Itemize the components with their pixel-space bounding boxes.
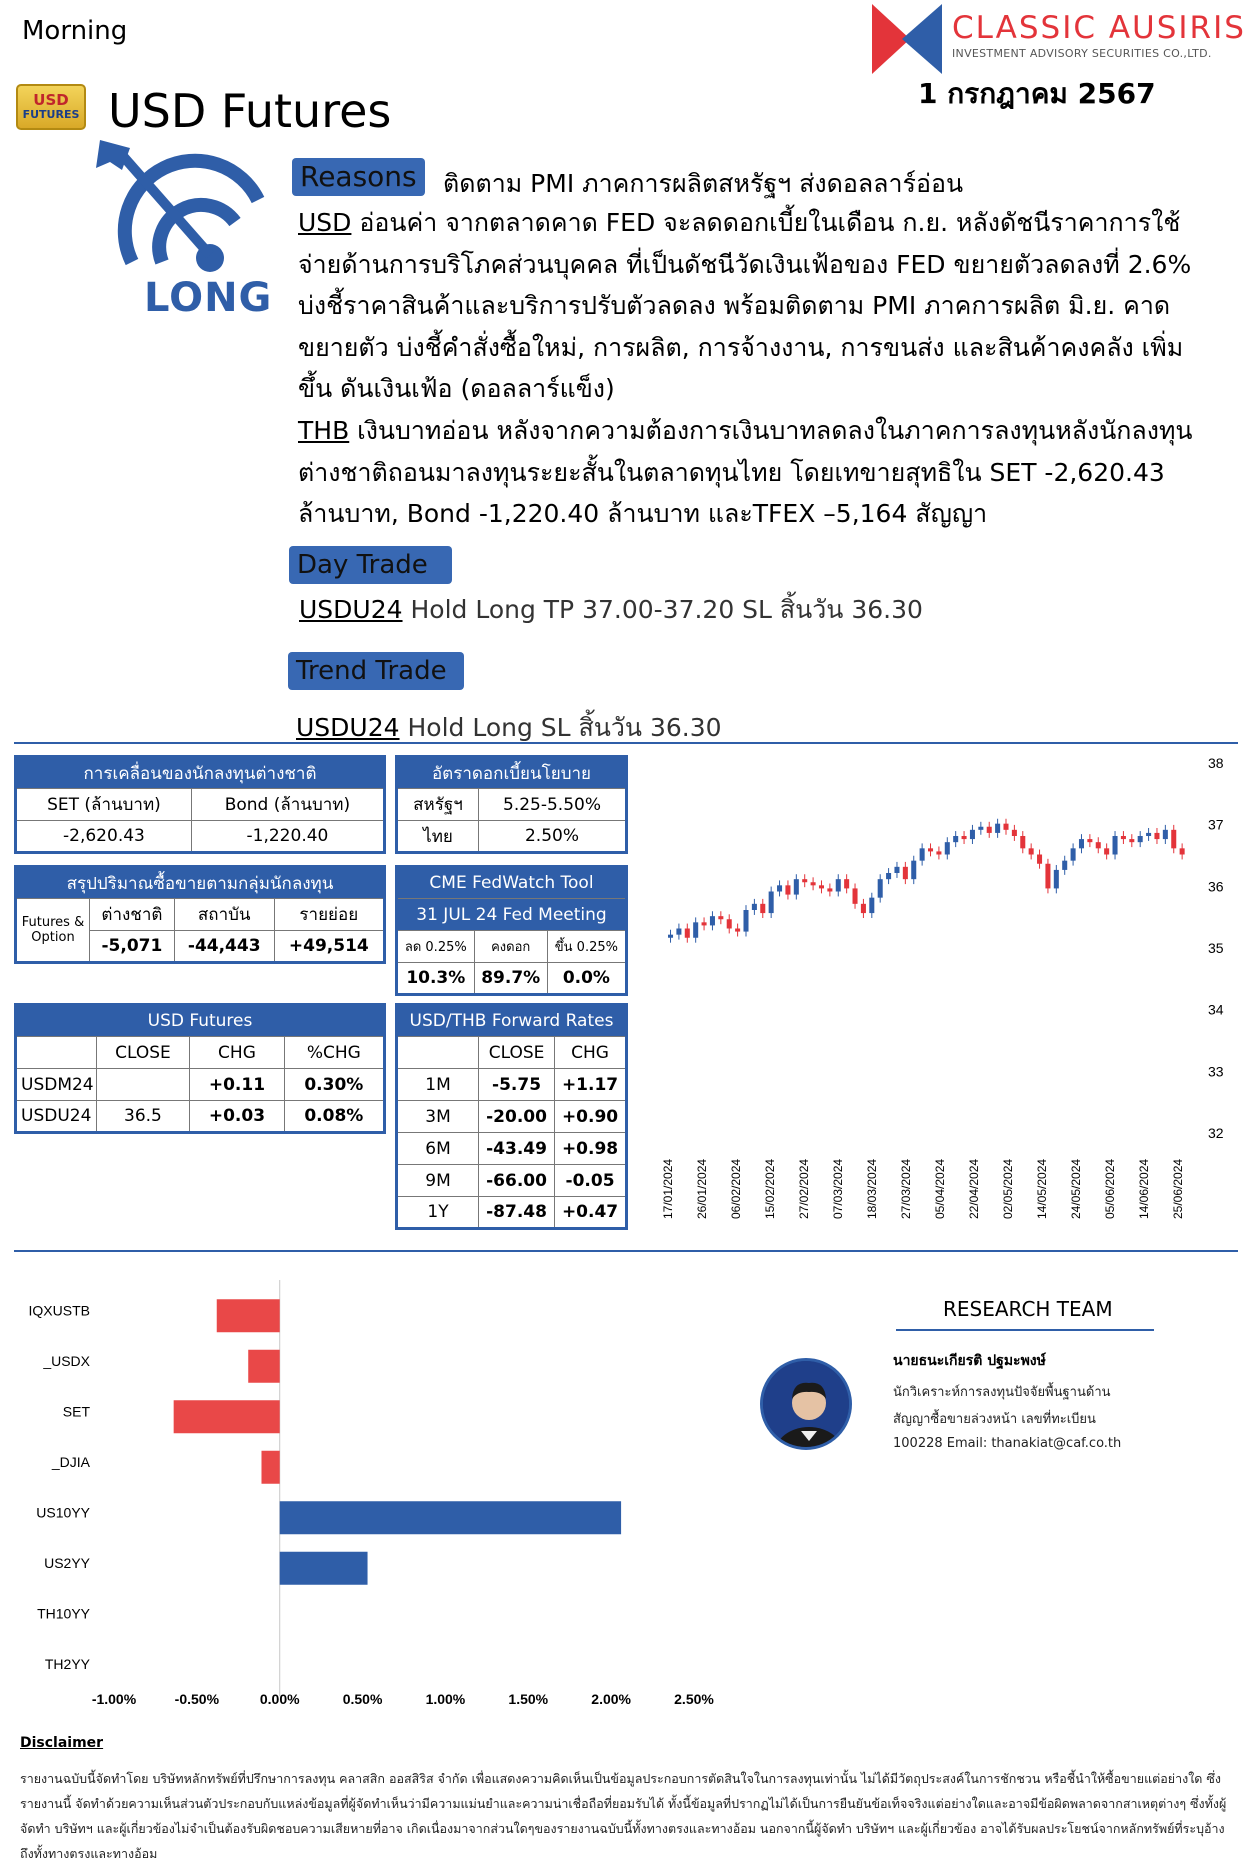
y-tick-label: 35 [1208,940,1224,956]
candle [1037,855,1042,864]
candle [1020,836,1025,848]
candle [1062,861,1067,870]
x-tick-label: 14/06/2024 [1137,1158,1151,1219]
policy-rate: 5.25-5.50% [479,789,627,821]
retail-value: +49,514 [274,931,384,963]
policy-rate-table [395,755,628,854]
candle [995,824,1000,833]
investor-volume-table [14,865,386,964]
tenor: 3M [397,1101,479,1133]
candle [685,929,690,938]
candle [861,904,866,913]
analyst-photo-icon [763,1361,852,1450]
y-tick-label: 34 [1208,1001,1224,1018]
candle [970,830,975,839]
fedwatch-table [395,865,628,996]
x-tick-label: 2.00% [591,1691,631,1707]
category-label: _DJIA [51,1453,90,1470]
futures-pct-header: %CHG [284,1037,384,1069]
x-tick-label: 0.50% [342,1691,383,1707]
forward-close: -20.00 [479,1101,555,1133]
futures-chg: +0.11 [190,1069,284,1101]
analyst-role-2: สัญญาซื้อขายล่วงหน้า เลขที่ทะเบียน [893,1412,1096,1427]
row-label-1: Futures & [21,915,85,930]
forward-rates-table [395,1003,628,1230]
candle [911,861,916,880]
candle [1054,870,1059,888]
y-tick-label: 37 [1208,816,1224,833]
forward-chg: -0.05 [555,1165,627,1197]
candle [769,892,774,914]
x-tick-label: 06/02/2024 [729,1158,743,1219]
candle [1129,839,1134,842]
avatar [760,1358,852,1450]
candle [827,888,832,891]
day-trade-strategy [299,590,923,630]
candle [920,848,925,860]
usd-paragraph [298,202,1198,410]
usd-futures-table [14,1003,386,1134]
table-row [397,1069,627,1101]
x-tick-label: -1.00% [91,1691,137,1707]
day-trade-text: Hold Long TP 37.00-37.20 SL สิ้นวัน 36.30 [402,595,923,624]
x-tick-label: 15/02/2024 [763,1158,777,1219]
tenor: 1Y [397,1197,479,1229]
bar [280,1501,621,1534]
row-label-2: Option [31,930,75,945]
candle [1163,830,1168,839]
candle [777,885,782,891]
table-row [397,1133,627,1165]
research-team-title: RESEARCH TEAM [943,1297,1113,1321]
forward-close-header: CLOSE [479,1037,555,1069]
x-tick-label: 07/03/2024 [831,1158,845,1219]
research-underline [896,1329,1154,1331]
x-tick-label: 0.00% [259,1691,300,1707]
candle [1003,824,1008,830]
x-tick-label: 24/05/2024 [1069,1158,1083,1219]
candle [1146,833,1151,836]
tenor: 6M [397,1133,479,1165]
candle [1029,848,1034,854]
forward-rates-title: USD/THB Forward Rates [397,1005,627,1037]
candle [894,867,899,873]
policy-country: ไทย [397,821,479,853]
candle [1087,839,1092,842]
candle [1121,836,1126,839]
candle [962,836,967,839]
bar [248,1350,279,1383]
category-label: _USDX [43,1352,90,1369]
candle [886,873,891,879]
day-trade-symbol: USDU24 [299,595,403,624]
table-row [397,1165,627,1197]
candle [811,882,816,885]
table-row [16,1069,385,1101]
forward-close: -87.48 [479,1197,555,1229]
x-tick-label: 2.50% [674,1691,714,1707]
candle [743,910,748,932]
futures-symbol: USDM24 [16,1069,97,1101]
x-tick-label: -0.50% [174,1691,220,1707]
disclaimer-text: รายงานฉบับนี้จัดทำโดย บริษัทหลักทรัพย์ที่ปรึกษาการลงทุน คลาสสิก ออสสิริส จำกัด เพื่อแสดงความคิดเห็นเป็นข้อมูลประกอบการตัดสินใจในการลงทุนเท่านั้น ไม่ได้มีวัตถุประสงค์ในการชักชวน หรือชี้นำให้ซื้อขายแต่อย่างใด ซึ่งรายงานนี้ จัดทำด้วยความเห็นส่วนตัวประกอบกับแหล่งข้อมูลที่ผู้จัดทำเห็นว่ามีความแม่นยำและความน่าเชื่อถือที่ยอมรับได้ ทั้งนี้ข้อมูลที่ปรากฏไม่ได้เป็นการยืนยันข้อเท็จจริงแต่อย่างใดและอาจมีข้อผิดพลาดจากสาเหตุต่างๆ ซึ่งทั้งผู้จัดทำ บริษัทฯ และผู้เกี่ยวข้องไม่จำเป็นต้องรับผิดชอบความเสียหายที่อาจ เกิดเนื่องมาจากส่วนใดๆของรายงานฉบับนี้ทั้งทางตรงและทางอ้อม นอกจากนี้ผู้จัดทำ บริษัทฯ และผู้เกี่ยวข้อง อาจได้รับผลประโยชน์จากหลักทรัพย์ที่ระบุอ้างถึงทั้งทางตรงและทางอ้อม [20,1771,1227,1861]
reasons-tag: Reasons [292,158,425,196]
candle [987,827,992,833]
y-tick-label: 33 [1208,1063,1224,1080]
y-tick-label: 36 [1208,878,1224,895]
institution-header: สถาบัน [174,899,274,931]
futures-symbol: USDU24 [16,1101,97,1133]
candle [953,836,958,842]
cut-value: 10.3% [397,963,475,995]
forward-close: -66.00 [479,1165,555,1197]
futures-close [96,1069,190,1101]
candle [1171,830,1176,849]
company-subtitle: INVESTMENT ADVISORY SECURITIES CO.,LTD. [952,47,1212,60]
category-label: TH2YY [44,1655,90,1672]
divider [14,742,1238,744]
hold-header: คงดอก [474,931,547,963]
candle [1045,864,1050,889]
tenor: 1M [397,1069,479,1101]
usd-text: อ่อนค่า จากตลาดคาด FED จะลดดอกเบี้ยในเดือน ก.ย. หลังดัชนีราคาการใช้จ่ายด้านการบริโภคส่วนบุคคล ที่เป็นดัชนีวัดเงินเฟ้อของ FED ขยายตัวลดลงที่ 2.6% บ่งชี้ราคาสินค้าและบริการปรับตัวลดลง พร้อมติดตาม PMI ภาคการผลิต มิ.ย. คาดขยายตัว บ่งชี้คำสั่งซื้อใหม่, การผลิต, การจ้างงาน, การขนส่ง และสินค้าคงคลัง เพิ่มขึ้น ดันเงินเฟ้อ (ดอลลาร์แข็ง) [298,208,1192,403]
investor-volume-title: สรุปปริมาณซื้อขายตามกลุ่มนักลงทุน [16,867,385,899]
x-tick-label: 27/03/2024 [899,1158,913,1219]
candle [802,879,807,882]
policy-country: สหรัฐฯ [397,789,479,821]
day-trade-tag: Day Trade [289,546,452,584]
badge-line-2: FUTURES [22,107,80,121]
y-tick-label: 32 [1208,1125,1224,1141]
bond-value: -1,220.40 [191,821,384,853]
report-date: 1 กรกฎาคม 2567 [918,77,1156,110]
usdthb-candlestick-chart [660,752,1240,1222]
thb-label: THB [298,416,350,445]
candle [1079,839,1084,848]
table-row [397,1197,627,1229]
y-tick-label: 38 [1208,755,1224,771]
candle [903,867,908,879]
candle [1154,833,1159,839]
forward-chg: +1.17 [555,1069,627,1101]
category-label: TH10YY [37,1605,90,1622]
trend-trade-tag: Trend Trade [288,652,464,690]
usd-futures-title: USD Futures [16,1005,385,1037]
candle [710,916,715,925]
candle [702,922,707,925]
candle [735,929,740,932]
foreign-header: ต่างชาติ [90,899,175,931]
candle [1113,836,1118,855]
institution-value: -44,443 [174,931,274,963]
candle [945,842,950,854]
candle [1104,848,1109,854]
category-label: US10YY [36,1504,90,1521]
retail-header: รายย่อย [274,899,384,931]
candle [1071,848,1076,860]
candle [819,885,824,888]
x-tick-label: 14/05/2024 [1035,1158,1049,1219]
tenor-header [397,1037,479,1069]
bar [217,1299,280,1332]
candle [836,879,841,891]
set-value: -2,620.43 [16,821,192,853]
category-label: SET [62,1403,90,1420]
futures-close-header: CLOSE [96,1037,190,1069]
set-header: SET (ล้านบาท) [16,789,192,821]
x-tick-label: 18/03/2024 [865,1158,879,1219]
forward-chg-header: CHG [555,1037,627,1069]
fedwatch-meeting: 31 JUL 24 Fed Meeting [397,899,627,931]
analyst-name: นายธนะเกียรติ ปฐมะพงษ์ [893,1353,1046,1369]
x-tick-label: 27/02/2024 [797,1158,811,1219]
page-title: USD Futures [108,84,392,138]
table-row [16,1101,385,1133]
x-tick-label: 1.00% [425,1691,466,1707]
table-row [397,1101,627,1133]
policy-rate: 2.50% [479,821,627,853]
company-logo-icon [872,4,942,74]
x-tick-label: 02/05/2024 [1001,1158,1015,1219]
x-tick-label: 05/04/2024 [933,1158,947,1219]
candle [785,885,790,894]
candle [1096,842,1101,848]
foreign-value: -5,071 [90,931,175,963]
foreign-flow-title: การเคลื่อนของนักลงทุนต่างชาติ [16,757,385,789]
divider [14,1250,1238,1252]
forward-chg: +0.90 [555,1101,627,1133]
x-tick-label: 25/06/2024 [1171,1158,1185,1219]
candle [668,935,673,938]
policy-rate-title: อัตราดอกเบี้ยนโยบาย [397,757,627,789]
candle [794,879,799,894]
tenor: 9M [397,1165,479,1197]
futures-header [16,1037,97,1069]
usd-label: USD [298,208,352,237]
x-tick-label: 22/04/2024 [967,1158,981,1219]
analyst-contact: 100228 Email: thanakiat@caf.co.th [893,1436,1122,1451]
x-tick-label: 26/01/2024 [695,1158,709,1219]
market-change-bar-chart [14,1270,734,1710]
candle [752,904,757,910]
candle [878,879,883,897]
futures-option-label [16,899,90,963]
candle [869,898,874,913]
candle [978,827,983,830]
disclaimer-title: Disclaimer [20,1735,104,1751]
candle [1012,830,1017,836]
forward-chg: +0.47 [555,1197,627,1229]
company-name: CLASSIC AUSIRIS [952,10,1246,46]
candle [676,929,681,935]
x-tick-label: 1.50% [508,1691,549,1707]
position-label: LONG [144,275,273,321]
trend-trade-symbol: USDU24 [296,713,400,742]
forward-close: -5.75 [479,1069,555,1101]
thb-text: เงินบาทอ่อน หลังจากความต้องการเงินบาทลดลงในภาคการลงทุนหลังนักลงทุนต่างชาติถอนมาลงทุนระยะสั้นในตลาดทุนไทย โดยเทขายสุทธิใน SET -2,620.43 ล้านบาท, Bond -1,220.40 ล้านบาท และTFEX –5,164 สัญญา [298,416,1193,528]
forward-chg: +0.98 [555,1133,627,1165]
bar [261,1451,279,1484]
bar [174,1400,280,1433]
x-tick-label: 05/06/2024 [1103,1158,1117,1219]
hold-value: 89.7% [474,963,547,995]
bond-header: Bond (ล้านบาท) [191,789,384,821]
futures-pct: 0.30% [284,1069,384,1101]
session-label: Morning [22,16,128,46]
category-label: US2YY [44,1554,90,1571]
x-tick-label: 17/01/2024 [661,1158,675,1219]
candle [718,916,723,919]
analyst-role: นักวิเคราะห์การลงทุนปัจจัยพื้นฐานด้าน [893,1385,1111,1400]
reasons-headline: ติดตาม PMI ภาคการผลิตสหรัฐฯ ส่งดอลลาร์อ่อน [443,169,964,198]
category-label: IQXUSTB [28,1302,90,1319]
forward-close: -43.49 [479,1133,555,1165]
futures-chg: +0.03 [190,1101,284,1133]
target-dart-icon [92,140,282,280]
candle [844,879,849,888]
candle [936,851,941,854]
candle [928,848,933,851]
thb-paragraph [298,410,1198,535]
fedwatch-title: CME FedWatch Tool [397,867,627,899]
candle [727,919,732,928]
candle [1138,836,1143,842]
foreign-flow-table [14,755,386,854]
bar [280,1552,368,1585]
candle [760,904,765,913]
hike-header: ขึ้น 0.25% [547,931,626,963]
hike-value: 0.0% [547,963,626,995]
candle [1180,848,1185,854]
candle [853,888,858,903]
futures-pct: 0.08% [284,1101,384,1133]
cut-header: ลด 0.25% [397,931,475,963]
futures-chg-header: CHG [190,1037,284,1069]
usd-futures-badge-icon [16,84,86,130]
trend-trade-text: Hold Long SL สิ้นวัน 36.30 [399,713,722,742]
badge-line-1: USD [33,91,69,109]
futures-close: 36.5 [96,1101,190,1133]
candle [693,922,698,937]
